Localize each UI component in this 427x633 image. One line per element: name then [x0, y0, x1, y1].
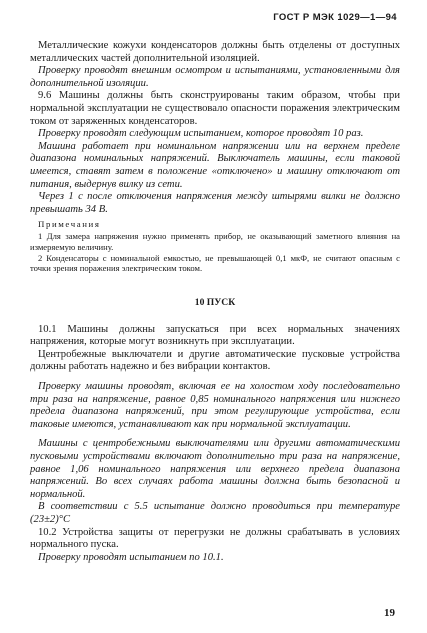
- paragraph: Проверку машины проводят, включая ее на холостом ходу последовательно три раза на напряжение, равное 0,85 номинального напряжения или нижнего предела диапазона напряжений, при этом регулирующие устройства, если таковые имеются, устанавливают как при нормальной эксплуатации.: [30, 381, 400, 430]
- section-heading: 10 ПУСК: [194, 297, 236, 309]
- paragraph: Через 1 с после отключения напряжения между штырями вилки не должно превышать 34 В.: [30, 191, 400, 215]
- page-number: 19: [384, 607, 395, 619]
- paragraph: Машина работает при номинальном напряжении или на верхнем пределе диапазона номинальных напряжений. Выключатель машины, если таковой имеется, ставят затем в положение «отключено» и машину отключают от питания, выдернув вилку из сети.: [30, 140, 400, 190]
- paragraph: Проверку проводят испытанием по 10.1.: [38, 551, 224, 563]
- paragraph: В соответствии с 5.5 испытание должно проводиться при температуре (23±2)°С: [30, 501, 400, 525]
- paragraph: 10.2 Устройства защиты от перегрузки не должны срабатывать в условиях нормального пуска.: [30, 526, 400, 551]
- paragraph: Машины с центробежными выключателями или другими автоматическими пусковыми устройствами включают дополнительно три раза на напряжение, равное 1,06 номинального напряжения или верхнего предела диапазона напряжений. Во всех случаях работа машины должна быть безопасной и нормальной.: [30, 438, 400, 500]
- paragraph: 10.1 Машины должны запускаться при всех нормальных значениях напряжения, которые могут возникнуть при эксплуатации.: [30, 323, 400, 348]
- paragraph: Металлические кожухи конденсаторов должны быть отделены от доступных металлических частей дополнительной изоляцией.: [30, 40, 400, 64]
- note-item: 1 Для замера напряжения нужно применять прибор, не оказывающий заметного влияния на измеряемую величину.: [30, 230, 400, 252]
- paragraph: Проверку проводят следующим испытанием, которое проводят 10 раз.: [38, 128, 364, 140]
- page-body: [30, 40, 400, 564]
- paragraph: Проверку проводят внешним осмотром и испытаниями, установленными для дополнительной изоляции.: [30, 65, 400, 89]
- paragraph: 9.6 Машины должны быть сконструированы таким образом, чтобы при нормальной эксплуатации не существовало опасности поражения электрическим током от заряженных конденсаторов.: [30, 90, 400, 127]
- paragraph: Центробежные выключатели и другие автоматические пусковые устройства должны работать надежно и без вибрации контактов.: [30, 348, 400, 373]
- note-item: 2 Конденсаторы с номинальной емкостью, не превышающей 0,1 мкФ, не считают опасным с точки зрения поражения электрическим током.: [30, 252, 400, 274]
- running-header: ГОСТ Р МЭК 1029—1—94: [273, 12, 397, 23]
- notes-heading: Примечания: [38, 219, 101, 230]
